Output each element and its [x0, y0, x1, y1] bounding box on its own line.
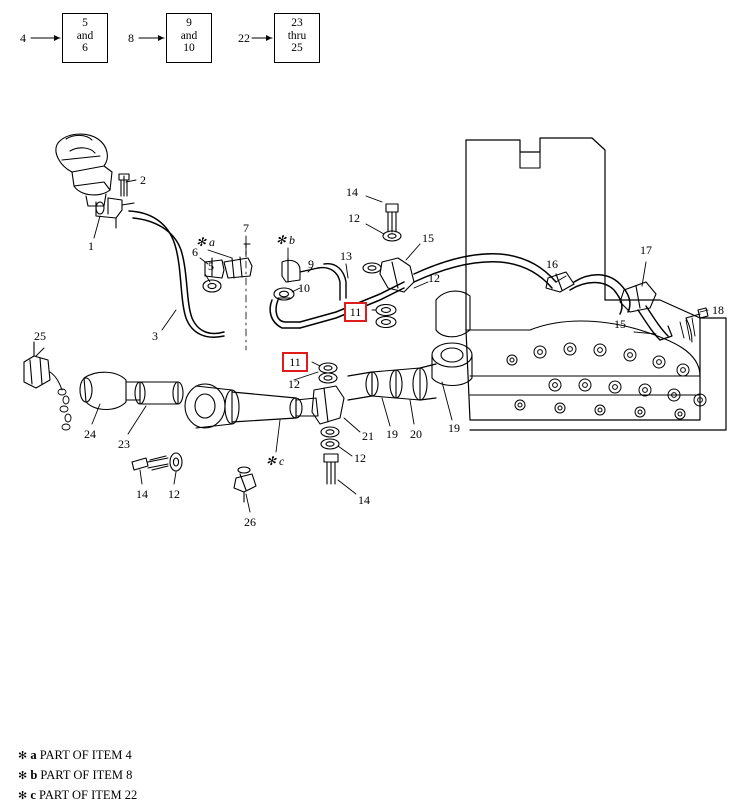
top-box-1-line-1: and — [180, 29, 198, 42]
callout-25: 25 — [34, 329, 46, 343]
callout-16: 16 — [546, 257, 558, 271]
callout-3: 3 — [152, 329, 158, 343]
callout-18: 18 — [712, 303, 724, 317]
footnote-c — [18, 788, 137, 803]
top-box-2-line-2: 25 — [291, 42, 303, 54]
callout-10: 10 — [298, 281, 310, 295]
callout-b: ✻ b — [276, 233, 296, 247]
callout-20: 20 — [410, 427, 422, 441]
footnote-c-star: ✻ — [18, 790, 28, 802]
top-box-0-line-2: 6 — [82, 42, 88, 54]
top-box-lead-0: 4 — [20, 31, 26, 45]
callout-6: 6 — [192, 245, 198, 259]
callout-c: ✻ c — [266, 454, 285, 468]
callout-12-bottom: 12 — [288, 377, 300, 391]
callout-12-upper: 12 — [348, 211, 360, 225]
footnote-c-text: PART OF ITEM 22 — [39, 788, 138, 802]
callout-21: 21 — [362, 429, 374, 443]
top-box-1-line-2: 10 — [183, 42, 195, 54]
top-box-1 — [166, 13, 212, 63]
callout-1: 1 — [88, 239, 94, 253]
highlight-box-11-upper[interactable]: 11 — [344, 302, 367, 322]
callout-17: 17 — [640, 243, 652, 257]
callout-26: 26 — [244, 515, 256, 529]
footnote-b-star: ✻ — [18, 770, 28, 782]
footnote-c-key: c — [30, 788, 36, 802]
top-box-lead-2: 22 — [238, 31, 250, 45]
callout-24: 24 — [84, 427, 96, 441]
callout-2: 2 — [140, 173, 146, 187]
top-box-0 — [62, 13, 108, 63]
callout-12-bracket: 12 — [428, 271, 440, 285]
callout-19-left: 19 — [386, 427, 398, 441]
callout-15-upper: 15 — [422, 231, 434, 245]
callout-a: ✻ a — [196, 235, 216, 249]
footnote-b — [18, 768, 132, 783]
callout-12-yoke: 12 — [354, 451, 366, 465]
callout-5: 5 — [208, 259, 214, 273]
callout-23: 23 — [118, 437, 130, 451]
callout-9: 9 — [308, 257, 314, 271]
callout-19-right: 19 — [448, 421, 460, 435]
callout-14-upper: 14 — [346, 185, 358, 199]
footnote-b-key: b — [30, 768, 38, 782]
callout-14-bottom: 14 — [358, 493, 370, 507]
footnote-a — [18, 748, 132, 763]
top-box-1-line-0: 9 — [186, 17, 192, 29]
highlight-box-11-lower[interactable]: 11 — [282, 352, 308, 372]
top-box-2 — [274, 13, 320, 63]
callout-13: 13 — [340, 249, 352, 263]
footnote-a-key: a — [30, 748, 37, 762]
footnote-a-star: ✻ — [18, 750, 28, 762]
callout-12-lowerleft: 12 — [168, 487, 180, 501]
callout-7: 7 — [243, 221, 249, 235]
top-box-0-line-1: and — [76, 29, 94, 42]
top-box-2-line-1: thru — [287, 29, 307, 42]
top-box-2-line-0: 23 — [291, 17, 303, 29]
callout-14-lowerleft: 14 — [136, 487, 148, 501]
footnote-b-text: PART OF ITEM 8 — [40, 768, 133, 782]
top-box-lead-1: 8 — [128, 31, 134, 45]
footnote-a-text: PART OF ITEM 4 — [39, 748, 132, 762]
top-box-0-line-0: 5 — [82, 17, 88, 29]
callout-15-lower: 15 — [614, 317, 626, 331]
